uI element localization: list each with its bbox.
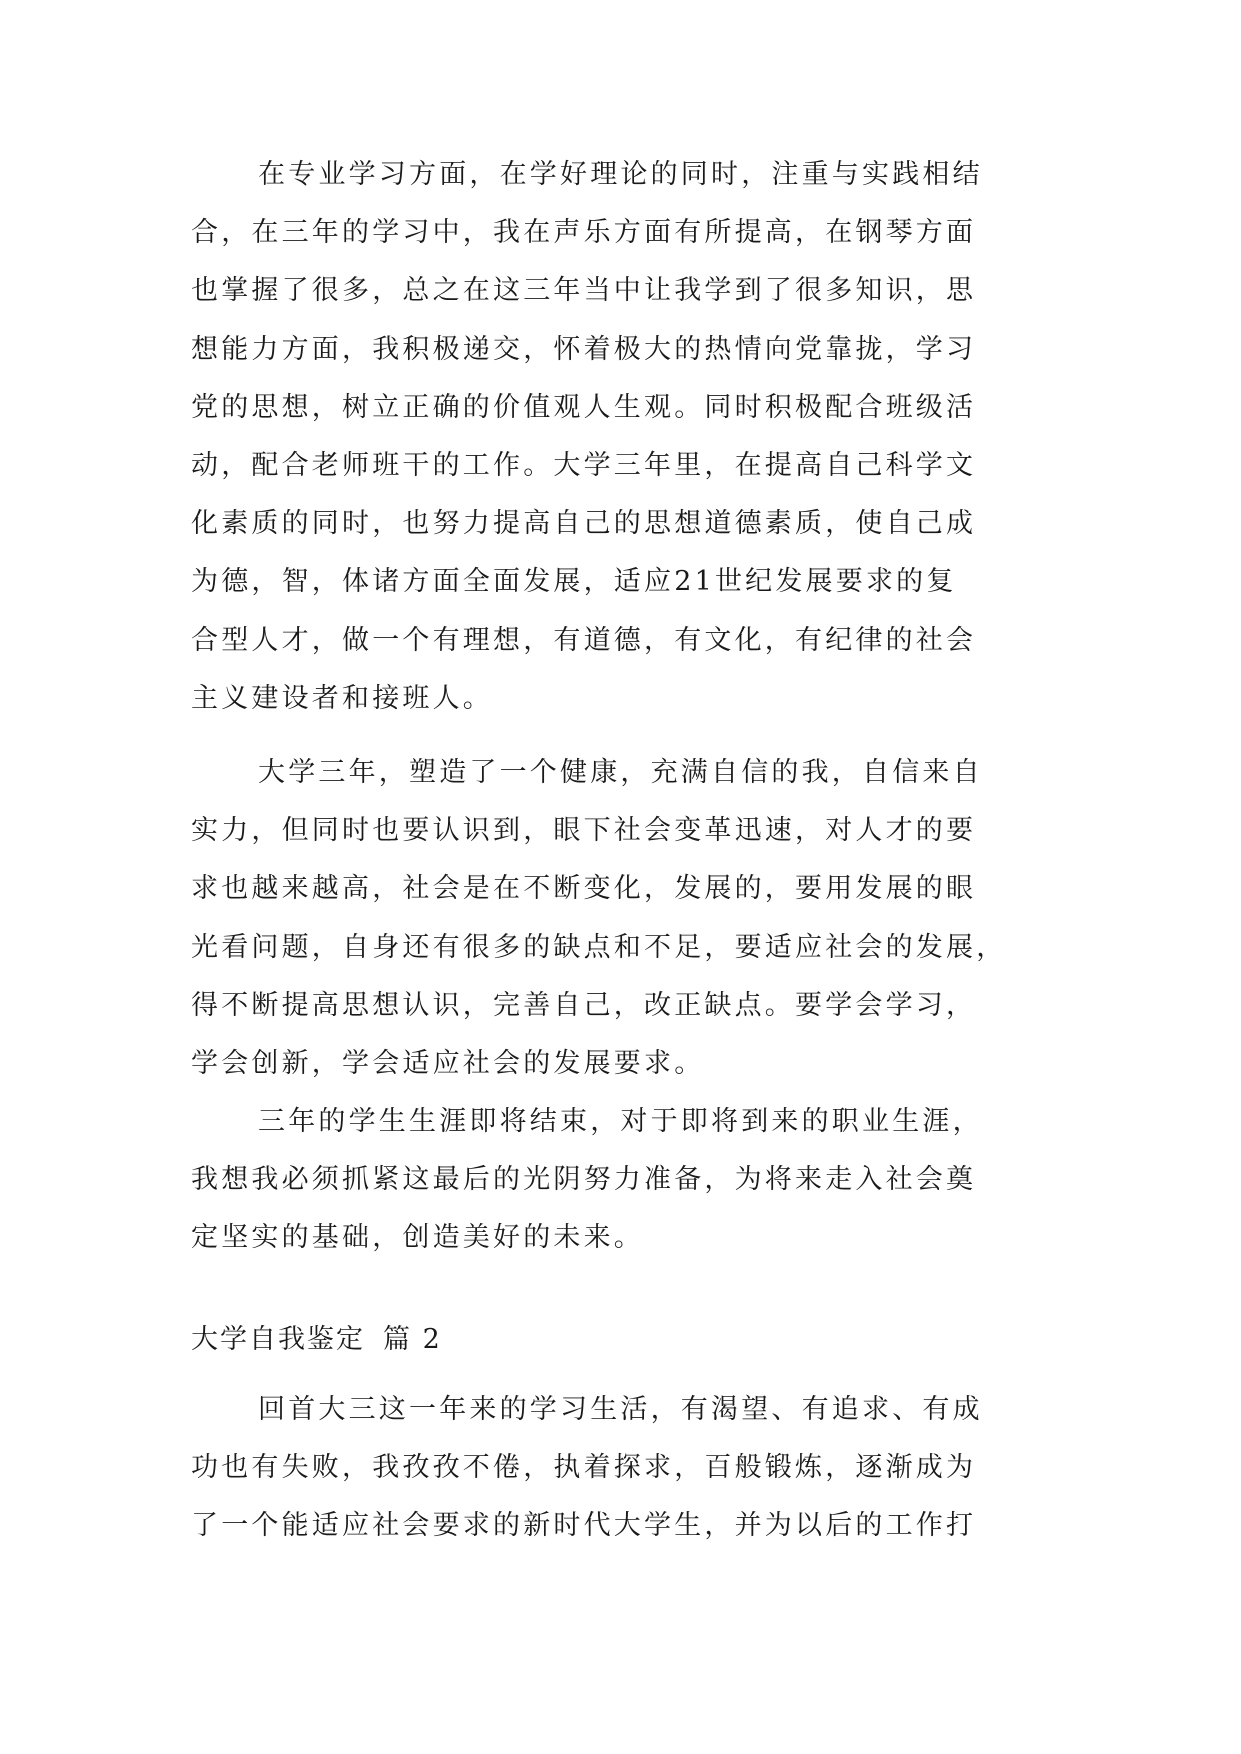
paragraph-line: 我想我必须抓紧这最后的光阴努力准备，为将来走入社会奠 <box>191 1164 977 1196</box>
paragraph-line: 三年的学生生涯即将结束，对于即将到来的职业生涯， <box>258 1106 983 1137</box>
paragraph-line: 光看问题，自身还有很多的缺点和不足，要适应社会的发展， <box>191 931 1007 963</box>
paragraph-line: 为德，智，体诸方面全面发展，适应21世纪发展要求的复 <box>191 566 957 598</box>
paragraph-line: 也掌握了很多，总之在这三年当中让我学到了很多知识，思 <box>191 275 977 307</box>
paragraph-line: 想能力方面，我积极递交，怀着极大的热情向党靠拢，学习 <box>191 333 977 365</box>
paragraph-line: 合，在三年的学习中，我在声乐方面有所提高，在钢琴方面 <box>191 217 977 249</box>
paragraph-line: 得不断提高思想认识，完善自己，改正缺点。要学会学习， <box>191 989 977 1021</box>
paragraph-line: 党的思想，树立正确的价值观人生观。同时积极配合班级活 <box>191 391 977 423</box>
section-heading <box>191 1320 442 1360</box>
paragraph-junior-year-review <box>191 1381 1051 1556</box>
paragraph-line: 功也有失败，我孜孜不倦，执着探求，百般锻炼，逐渐成为 <box>191 1452 977 1484</box>
paragraph-line: 学会创新，学会适应社会的发展要求。 <box>191 1047 705 1079</box>
paragraph-line: 回首大三这一年来的学习生活，有渴望、有追求、有成 <box>258 1394 983 1425</box>
paragraph-line: 了一个能适应社会要求的新时代大学生，并为以后的工作打 <box>191 1510 977 1542</box>
paragraph-line: 化素质的同时，也努力提高自己的思想道德素质，使自己成 <box>191 508 977 540</box>
paragraph-line: 大学三年，塑造了一个健康，充满自信的我，自信来自 <box>258 757 983 788</box>
paragraph-line: 合型人才，做一个有理想，有道德，有文化，有纪律的社会 <box>191 624 977 656</box>
paragraph-line: 动，配合老师班干的工作。大学三年里，在提高自己科学文 <box>191 449 977 481</box>
paragraph-line: 实力，但同时也要认识到，眼下社会变革迅速，对人才的要 <box>191 815 977 847</box>
section-part-number: 篇 2 <box>383 1324 442 1355</box>
paragraph-three-years <box>191 744 1051 1093</box>
paragraph-line: 在专业学习方面，在学好理论的同时，注重与实践相结 <box>258 159 983 190</box>
section-title: 大学自我鉴定 <box>191 1324 365 1355</box>
paragraph-career-outlook <box>191 1093 1051 1268</box>
paragraph-line: 主义建设者和接班人。 <box>191 682 493 714</box>
paragraph-line: 定坚实的基础，创造美好的未来。 <box>191 1222 644 1254</box>
paragraph-line: 求也越来越高，社会是在不断变化，发展的，要用发展的眼 <box>191 873 977 905</box>
paragraph-professional-study <box>191 146 1051 728</box>
